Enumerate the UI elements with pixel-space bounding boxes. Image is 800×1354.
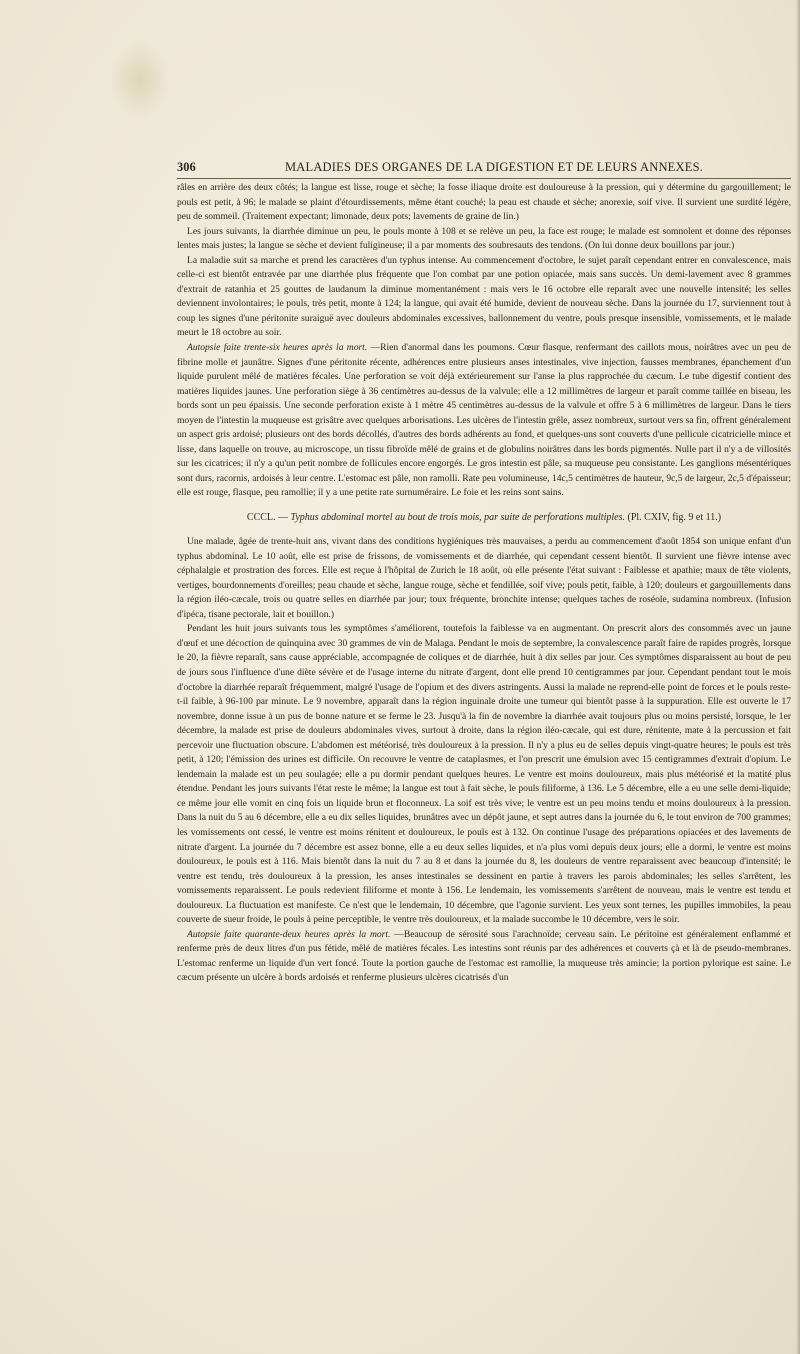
paragraph: râles en arrière des deux côtés; la langue est lisse, rouge et sèche; la fosse iliaque droite est douloureuse à la pression, qui y détermine du gargouillement; le pouls est petit, à 96; le malade se plaint d'étourdissements, même étant couché; la peau est chaude et sèche; anorexie, soif vive. Il survient une surdité légère, peu de sommeil. (Traitement expectant; limonade, deux pots; lavements de graine de lin.) — [177, 182, 791, 223]
autopsy-text: —Beaucoup de sérosité sous l'arachnoïde; cerveau sain. Le péritoine est généralement enflammé et renferme près de deux litres d'un pus fétide, mêlé de matières fécales. Les intestins sont réunis par des adhérences et couverts çà et là de pseudo-membranes. L'estomac renferme un liquide d'un vert foncé. Toute la portion gauche de l'estomac est ramollie, la muqueuse très amincie; la portion pylorique est saine. Le cæcum présente un ulcère à bords ardoisés et renferme plusieurs ulcères cicatrisés d'un — [177, 928, 791, 984]
autopsy-text: —Rien d'anormal dans les poumons. Cœur flasque, renfermant des caillots mous, noirâtres avec un peu de fibrine molle et jaunâtre. Signes d'une péritonite récente, adhérences entre plusieurs anses intestinales, vive injection, fausses membranes, épanchement d'un liquide purulent mêlé de matières fécales. Une perforation se voit déjà extérieurement sur l'anse la plus rapprochée du cæcum. Le tube digestif contient des matières liquides jaunes. Une perforation siège à 36 centimètres au-dessus de la valvule; elle a 12 millimètres de largeur et paraît comme taillée en biseau, les bords sont un peu épaissis. Une seconde perforation existe à 1 mètre 45 centimètres au-dessus de la valvule et offre 5 à 6 millimètres de largeur. Dans le tiers moyen de l'intestin la muqueuse est grisâtre avec quelques arborisations. Les ulcères de l'intestin grêle, assez nombreux, surtout vers sa fin, offrent généralement un aspect gris ardoisé; plusieurs ont des bords décollés, d'autres des bords adhérents au fond, et quelques-uns sont couverts d'une pellicule cicatricielle mince et lisse, dans laquelle on trouve, au microscope, un tissu fibroïde mêlé de grains et de globulins noirâtres dans les bords pigmentés. Nulle part il n'y a de villosités sur les cicatrices; il n'y a qu'un petit nombre de follicules encore engorgés. Le gros intestin est pâle, sa muqueuse peu consistante. Les ganglions mésentériques sont durs, racornis, ardoisés à leur centre. L'estomac est pâle, non ramolli. Rate peu volumineuse, 14c,5 centimètres de hauteur, 9c,5 de largeur, 2c,5 d'épaisseur; elle est rouge, flasque, peu ramollie; il y a une petite rate surnuméraire. Le foie et les reins sont sains. — [177, 342, 791, 499]
running-title: MALADIES DES ORGANES DE LA DIGESTION ET DE LEURS ANNEXES. — [284, 160, 704, 174]
paragraph: La maladie suit sa marche et prend les caractères d'un typhus intense. Au commencement d'octobre, le sujet paraît cependant entrer en convalescence, mais celle-ci est bientôt entravée par une diarrhée plus fréquente que l'on combat par une potion opiacée, mais sans succès. Un demi-lavement avec 8 grammes d'extrait de ratanhia et 25 gouttes de laudanum la diminue momentanément : mais vers le 16 octobre elle reparaît avec une nouvelle intensité; les selles deviennent involontaires; le pouls, très petit, monte à 124; la langue, qui avait été humide, devient de nouveau sèche. Dans la journée du 17, surviennent tout à coup les signes d'une péritonite suraiguë avec douleurs abdominales excessives, ballonnement du ventre, pouls presque insensible, vomissements, et le malade meurt le 18 octobre au soir. — [177, 254, 791, 339]
autopsy-label: Autopsie faite quarante-deux heures après la mort. — [187, 928, 391, 940]
page-header — [177, 160, 791, 179]
case-heading — [177, 511, 791, 525]
paragraph: Une malade, âgée de trente-huit ans, vivant dans des conditions hygiéniques très mauvaises, a perdu au commencement d'août 1854 son unique enfant d'un typhus abdominal. Le 10 août, elle est prise de frissons, de vomissements et de diarrhée, qui cependant cessent bientôt. Il survient une fièvre intense avec céphalalgie et prostration des forces. Elle est reçue à l'hôpital de Zurich le 18 août, où elle présente l'état suivant : Faiblesse et apathie; maux de tête violents, vertiges, bourdonnements d'oreilles; peau chaude et sèche, langue rouge, sèche et fendillée, soif vive; pouls petit, faible, à 120; douleurs et gargouillements dans la région iléo-cæcale, trois ou quatre selles en diarrhée par jour; toux fréquente, bronchite intense; quelques taches de roséole, sudamina nombreux. (Infusion d'ipéca, tisane pectorale, lait et bouillon.) — [177, 536, 791, 620]
case-plate-ref: (Pl. CXIV, fig. 9 et 11.) — [624, 512, 722, 524]
paragraph: Pendant les huit jours suivants tous les symptômes s'améliorent, toutefois la faiblesse va en augmentant. On prescrit alors des consommés avec un jaune d'œuf et une décoction de quinquina avec 30 grammes de vin de Malaga. Pendant le mois de septembre, la convalescence paraît faire de rapides progrès, lorsque le 20, la fièvre reparaît, sans cause appréciable, accompagnée de coliques et de diarrhée, huit à dix selles par jour. Ces symptômes disparaissent au bout de peu de jours sous l'influence d'une diète sévère et de l'usage interne du nitrate d'argent, dont elle prend 10 centigrammes par jour. Cependant pendant tout le mois d'octobre la diarrhée reparaît fréquemment, malgré l'usage de l'opium et des divers astringents. Aussi la malade ne reprend-elle point de forces et le pouls reste-t-il faible, à 96-100 par minute. Le 9 novembre, apparaît dans la région inguinale droite une tumeur qui bientôt passe à la suppuration. Elle est ouverte le 17 novembre, donne issue à un pus de bonne nature et se ferme le 23. Jusqu'à la fin de novembre la diarrhée avait toujours plus ou moins persisté, lorsque, le 1er décembre, la malade est prise de douleurs abdominales vives, surtout à droite, dans la région iléo-cæcale, qui est dure, rénitente, mate à la percussion et fait percevoir une fluctuation obscure. L'abdomen est météorisé, très douloureux à la pression. Il n'y a plus eu de selles depuis vingt-quatre heures; le pouls est très petit, à 120; l'émission des urines est difficile. On recouvre le ventre de cataplasmes, et l'on prescrit une émulsion avec 15 centigrammes d'extrait d'opium. Le lendemain la malade est un peu soulagée; elle a pu dormir pendant quelques heures. Le ventre est moins douloureux, mais plus météorisé et la matité plus étendue. Pendant les jours suivants l'état reste le même; la langue est tout à fait sèche, le pouls filiforme, à 136. Le 5 décembre, elle a eu une selle demi-liquide; ce même jour elle vomit en cinq fois un liquide brun et floconneux. La soif est très vive; le ventre est un peu moins tendu et moins douloureux à la pression. Dans la nuit du 5 au 6 décembre, elle a eu dix selles liquides, brunâtres avec un dépôt jaune, et sept autres dans la journée du 6, le tout environ de 700 grammes; les vomissements ont cessé, le ventre est moins rénitent et douloureux, le pouls est à 132. On continue l'usage des préparations opiacées et des lavements de nitrate d'argent. La journée du 7 décembre est assez bonne, elle a eu deux selles liquides, et n'a plus vomi depuis deux jours; elle a dormi, le ventre est moins douloureux, le pouls est à 116. Mais bientôt dans la nuit du 7 au 8 et dans la journée du 8, les douleurs de ventre reparaissent avec beaucoup d'intensité; le ventre est tendu, très douloureux à la pression, les anses intestinales se dessinent en partie à travers les parois abdominales; les selles s'arrêtent, les vomissements reparaissent. Le pouls redevient filiforme et monte à 156. Le lendemain, les vomissements s'arrêtent de nouveau, mais le ventre est tendu et douloureux. La fluctuation est manifeste. Ce n'est que le lendemain, 10 décembre, que l'agonie survient. Les yeux sont ternes, les pupilles immobiles, la peau couverte de sueur froide, le pouls à peine perceptible, le ventre très douloureux, et la malade succombe le 10 décembre, vers le soir. — [177, 623, 791, 926]
autopsy-label: Autopsie faite trente-six heures après la mort. — [187, 342, 368, 354]
autopsy-paragraph — [177, 928, 791, 986]
case-dash: — — [275, 512, 291, 524]
page-body — [177, 181, 791, 986]
autopsy-paragraph — [177, 341, 791, 501]
paragraph: Les jours suivants, la diarrhée diminue un peu, le pouls monte à 108 et se relève un peu, la face est rouge; le malade est somnolent et donne des réponses lentes mais justes; la langue se sèche et devient fuligineuse; il a par moments des soubresauts des tendons. (On lui donne deux bouillons par jour.) — [177, 225, 791, 252]
page-edge-shadow — [796, 0, 800, 1354]
page-number: 306 — [177, 160, 196, 174]
paper-stain — [110, 40, 170, 120]
case-number: CCCL. — [246, 512, 276, 524]
case-title: Typhus abdominal mortel au bout de trois mois, par suite de perforations multiples. — [290, 512, 625, 524]
